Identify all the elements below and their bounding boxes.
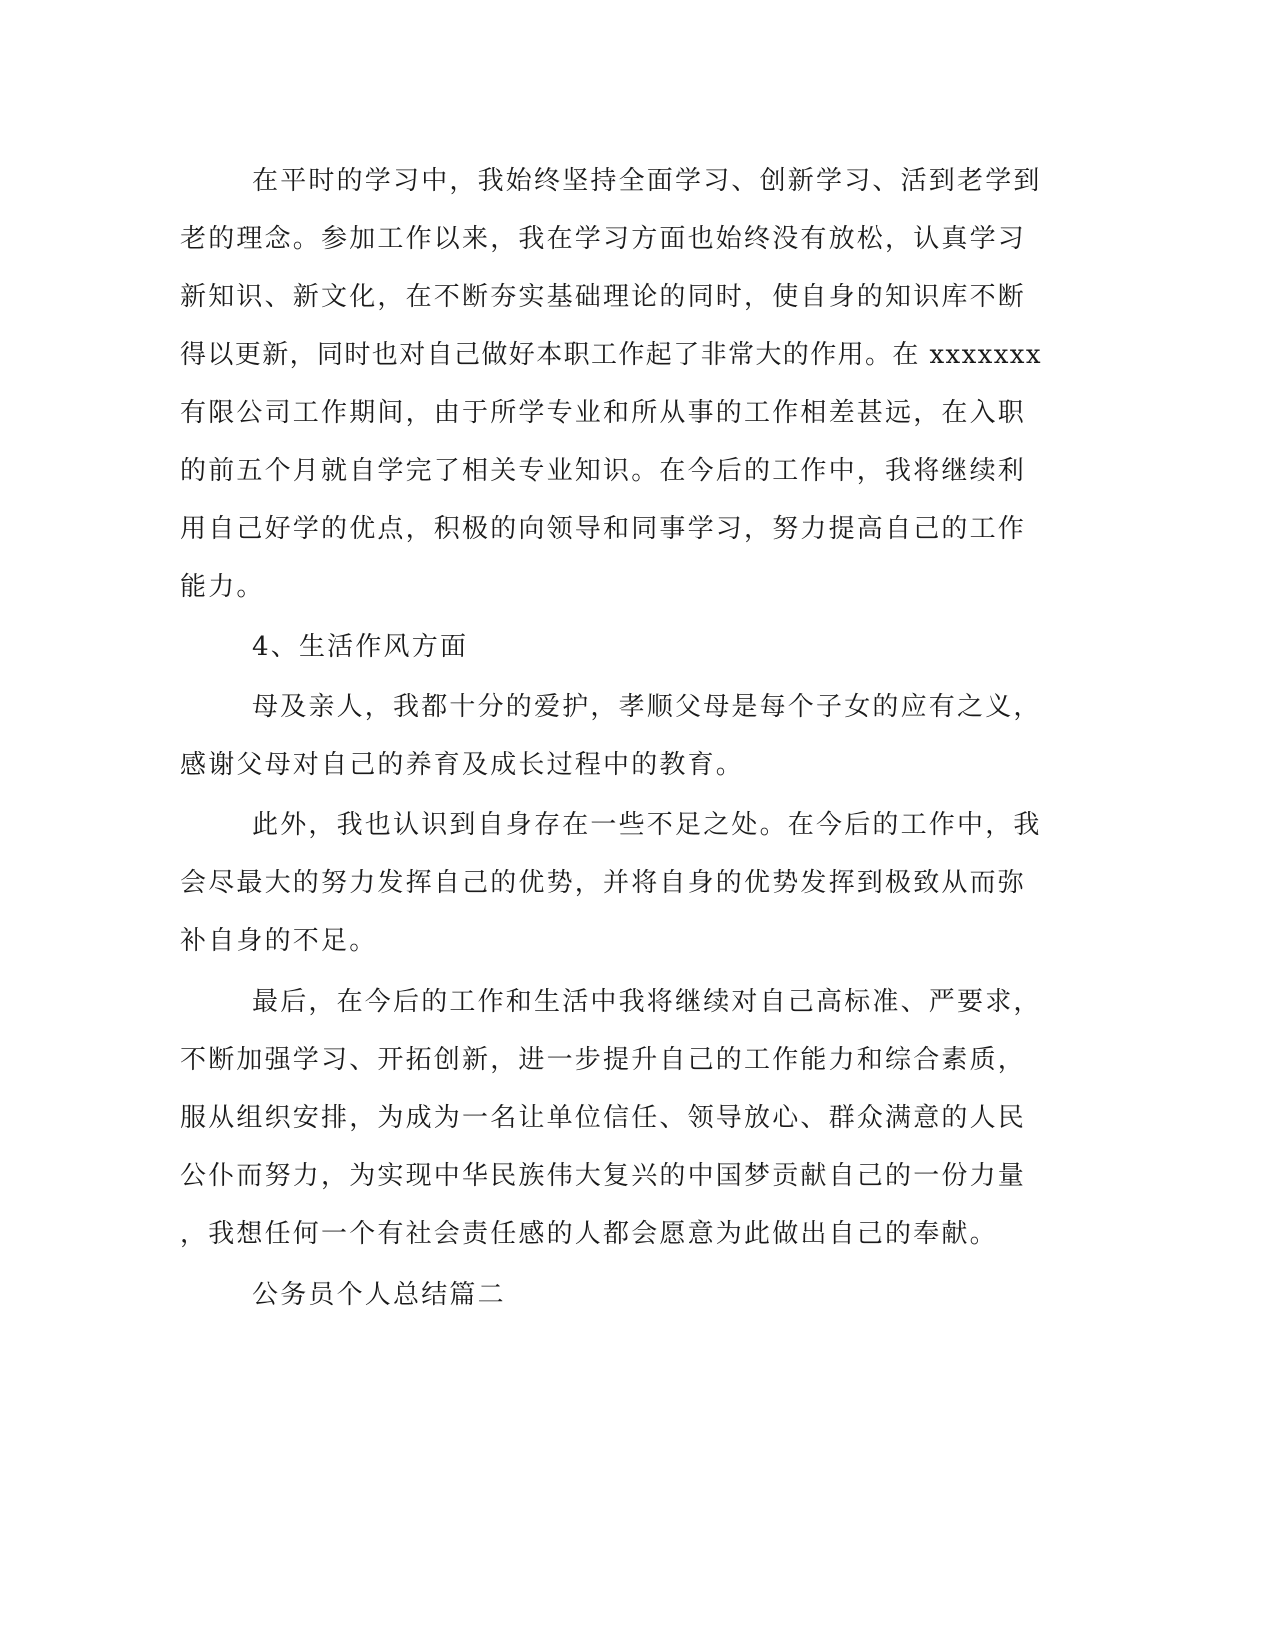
paragraph-line: 服从组织安排，为成为一名让单位信任、领导放心、群众满意的人民 (180, 1103, 1027, 1133)
paragraph-line: 的前五个月就自学完了相关专业知识。在今后的工作中，我将继续利 (180, 456, 1027, 486)
paragraph-line: 新知识、新文化，在不断夯实基础理论的同时，使自身的知识库不断 (180, 282, 1027, 312)
paragraph-line: 会尽最大的努力发挥自己的优势，并将自身的优势发挥到极致从而弥 (180, 868, 1027, 898)
paragraph-line: 能力。 (180, 572, 265, 602)
section-heading: 4、生活作风方面 (252, 632, 469, 662)
paragraph-line: 在平时的学习中，我始终坚持全面学习、创新学习、活到老学到 (252, 166, 1042, 196)
paragraph-line: ，我想任何一个有社会责任感的人都会愿意为此做出自己的奉献。 (180, 1219, 998, 1249)
paragraph-line: 有限公司工作期间，由于所学专业和所从事的工作相差甚远，在入职 (180, 398, 1027, 428)
paragraph-line: 用自己好学的优点，积极的向领导和同事学习，努力提高自己的工作 (180, 514, 1027, 544)
paragraph-line: 感谢父母对自己的养育及成长过程中的教育。 (180, 750, 745, 780)
paragraph-line: 不断加强学习、开拓创新，进一步提升自己的工作能力和综合素质， (180, 1045, 1027, 1075)
paragraph-line: 补自身的不足。 (180, 926, 378, 956)
paragraph-line: 母及亲人，我都十分的爱护，孝顺父母是每个子女的应有之义， (252, 692, 1042, 722)
paragraph-line: 公仆而努力，为实现中华民族伟大复兴的中国梦贡献自己的一份力量 (180, 1161, 1027, 1191)
paragraph-line: 老的理念。参加工作以来，我在学习方面也始终没有放松，认真学习 (180, 224, 1027, 254)
section-heading: 公务员个人总结篇二 (252, 1280, 506, 1310)
paragraph-line: 最后，在今后的工作和生活中我将继续对自己高标准、严要求， (252, 987, 1042, 1017)
paragraph-line: 得以更新，同时也对自己做好本职工作起了非常大的作用。在 xxxxxxx (180, 340, 1042, 370)
paragraph-line: 此外，我也认识到自身存在一些不足之处。在今后的工作中，我 (252, 810, 1042, 840)
